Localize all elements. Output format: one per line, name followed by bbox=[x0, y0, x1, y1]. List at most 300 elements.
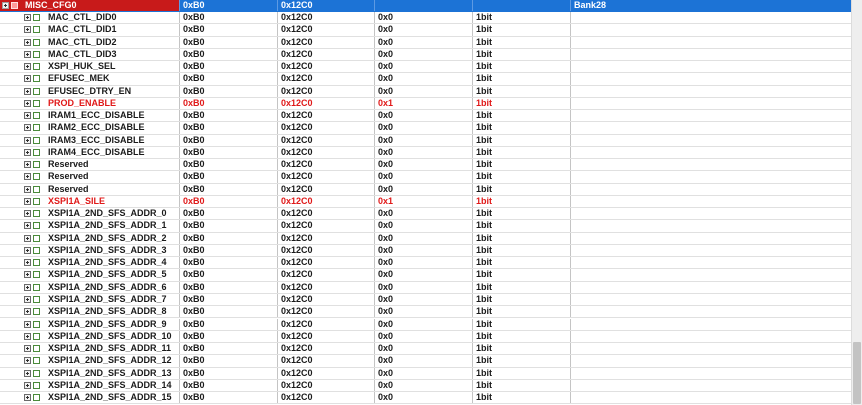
field-row[interactable] bbox=[0, 257, 851, 269]
field-name-cell bbox=[0, 110, 180, 121]
field-width-cell: 1bit bbox=[473, 331, 571, 342]
field-value-cell: 0x0 bbox=[375, 257, 473, 268]
field-row[interactable] bbox=[0, 24, 851, 36]
field-offset-cell: 0xB0 bbox=[180, 171, 278, 182]
field-value-cell: 0x0 bbox=[375, 159, 473, 170]
checkbox-icon[interactable] bbox=[33, 100, 40, 107]
field-offset-cell: 0xB0 bbox=[180, 319, 278, 330]
field-address-cell: 0x12C0 bbox=[278, 122, 375, 133]
field-value-cell: 0x0 bbox=[375, 269, 473, 280]
field-width-cell: 1bit bbox=[473, 208, 571, 219]
expand-icon[interactable] bbox=[24, 149, 31, 156]
field-name: MAC_CTL_DID1 bbox=[48, 24, 117, 35]
field-offset-cell: 0xB0 bbox=[180, 110, 278, 121]
field-value-cell: 0x0 bbox=[375, 233, 473, 244]
field-name: XSPI1A_2ND_SFS_ADDR_4 bbox=[48, 257, 167, 268]
field-address-cell: 0x12C0 bbox=[278, 196, 375, 207]
checkbox-icon[interactable] bbox=[11, 2, 18, 9]
field-bank-cell bbox=[571, 196, 851, 207]
field-row[interactable] bbox=[0, 343, 851, 355]
field-name-cell bbox=[0, 184, 180, 195]
field-width-cell: 1bit bbox=[473, 196, 571, 207]
expand-icon[interactable] bbox=[24, 75, 31, 82]
field-address-cell: 0x12C0 bbox=[278, 331, 375, 342]
field-bank-cell bbox=[571, 37, 851, 48]
field-width-cell: 1bit bbox=[473, 61, 571, 72]
field-bank-cell bbox=[571, 306, 851, 317]
field-row[interactable] bbox=[0, 73, 851, 85]
expand-icon[interactable] bbox=[24, 284, 31, 291]
vertical-scrollbar[interactable] bbox=[851, 0, 862, 405]
expand-icon[interactable] bbox=[24, 124, 31, 131]
field-value-cell: 0x0 bbox=[375, 245, 473, 256]
field-width-cell: 1bit bbox=[473, 171, 571, 182]
field-address-cell: 0x12C0 bbox=[278, 61, 375, 72]
field-width-cell: 1bit bbox=[473, 380, 571, 391]
field-address-cell: 0x12C0 bbox=[278, 282, 375, 293]
field-width-cell: 1bit bbox=[473, 294, 571, 305]
register-address-cell: 0x12C0 bbox=[278, 0, 375, 11]
field-name: XSPI1A_2ND_SFS_ADDR_12 bbox=[48, 355, 172, 366]
field-row[interactable] bbox=[0, 294, 851, 306]
field-row[interactable] bbox=[0, 147, 851, 159]
field-row[interactable] bbox=[0, 368, 851, 380]
field-row[interactable] bbox=[0, 196, 851, 208]
field-address-cell: 0x12C0 bbox=[278, 343, 375, 354]
field-name-cell bbox=[0, 73, 180, 84]
field-row[interactable] bbox=[0, 37, 851, 49]
field-bank-cell bbox=[571, 294, 851, 305]
field-name-cell bbox=[0, 331, 180, 342]
register-value-cell bbox=[375, 0, 473, 11]
field-width-cell: 1bit bbox=[473, 355, 571, 366]
expand-icon[interactable] bbox=[24, 271, 31, 278]
expand-icon[interactable] bbox=[24, 259, 31, 266]
field-value-cell: 0x0 bbox=[375, 147, 473, 158]
field-name-cell bbox=[0, 208, 180, 219]
field-width-cell: 1bit bbox=[473, 135, 571, 146]
field-value-cell: 0x0 bbox=[375, 184, 473, 195]
field-address-cell: 0x12C0 bbox=[278, 110, 375, 121]
field-row[interactable] bbox=[0, 355, 851, 367]
checkbox-icon[interactable] bbox=[33, 124, 40, 131]
field-row[interactable] bbox=[0, 380, 851, 392]
field-width-cell: 1bit bbox=[473, 233, 571, 244]
field-width-cell: 1bit bbox=[473, 49, 571, 60]
field-name-cell bbox=[0, 24, 180, 35]
field-name: XSPI1A_2ND_SFS_ADDR_13 bbox=[48, 367, 172, 378]
field-offset-cell: 0xB0 bbox=[180, 368, 278, 379]
field-offset-cell: 0xB0 bbox=[180, 355, 278, 366]
field-address-cell: 0x12C0 bbox=[278, 184, 375, 195]
field-offset-cell: 0xB0 bbox=[180, 61, 278, 72]
field-bank-cell bbox=[571, 159, 851, 170]
checkbox-icon[interactable] bbox=[33, 63, 40, 70]
field-row[interactable] bbox=[0, 122, 851, 134]
field-width-cell: 1bit bbox=[473, 147, 571, 158]
field-name-cell bbox=[0, 196, 180, 207]
field-address-cell: 0x12C0 bbox=[278, 368, 375, 379]
field-value-cell: 0x0 bbox=[375, 86, 473, 97]
field-width-cell: 1bit bbox=[473, 257, 571, 268]
checkbox-icon[interactable] bbox=[33, 321, 40, 328]
checkbox-icon[interactable] bbox=[33, 186, 40, 193]
field-row[interactable] bbox=[0, 98, 851, 110]
register-width-cell bbox=[473, 0, 571, 11]
expand-icon[interactable] bbox=[24, 112, 31, 119]
checkbox-icon[interactable] bbox=[33, 51, 40, 58]
checkbox-icon[interactable] bbox=[33, 284, 40, 291]
field-bank-cell bbox=[571, 208, 851, 219]
field-bank-cell bbox=[571, 49, 851, 60]
field-offset-cell: 0xB0 bbox=[180, 196, 278, 207]
field-offset-cell: 0xB0 bbox=[180, 331, 278, 342]
field-name: Reserved bbox=[48, 183, 89, 194]
field-row[interactable] bbox=[0, 184, 851, 196]
expand-icon[interactable] bbox=[24, 173, 31, 180]
field-row[interactable] bbox=[0, 392, 851, 404]
field-name-cell bbox=[0, 245, 180, 256]
checkbox-icon[interactable] bbox=[33, 247, 40, 254]
field-offset-cell: 0xB0 bbox=[180, 73, 278, 84]
field-offset-cell: 0xB0 bbox=[180, 24, 278, 35]
field-name: MAC_CTL_DID3 bbox=[48, 48, 117, 59]
field-address-cell: 0x12C0 bbox=[278, 380, 375, 391]
expand-icon[interactable] bbox=[24, 51, 31, 58]
expand-icon[interactable] bbox=[24, 137, 31, 144]
field-offset-cell: 0xB0 bbox=[180, 269, 278, 280]
field-address-cell: 0x12C0 bbox=[278, 37, 375, 48]
field-value-cell: 0x0 bbox=[375, 49, 473, 60]
field-address-cell: 0x12C0 bbox=[278, 86, 375, 97]
expand-icon[interactable] bbox=[24, 222, 31, 229]
field-value-cell: 0x0 bbox=[375, 24, 473, 35]
field-address-cell: 0x12C0 bbox=[278, 73, 375, 84]
field-value-cell: 0x0 bbox=[375, 355, 473, 366]
expand-icon[interactable] bbox=[24, 357, 31, 364]
field-bank-cell bbox=[571, 12, 851, 23]
expand-icon[interactable] bbox=[24, 26, 31, 33]
field-bank-cell bbox=[571, 392, 851, 403]
field-name-cell bbox=[0, 282, 180, 293]
field-row[interactable] bbox=[0, 306, 851, 318]
field-offset-cell: 0xB0 bbox=[180, 135, 278, 146]
expand-icon[interactable] bbox=[24, 63, 31, 70]
field-name-cell bbox=[0, 257, 180, 268]
field-name: Reserved bbox=[48, 159, 89, 170]
checkbox-icon[interactable] bbox=[33, 222, 40, 229]
field-bank-cell bbox=[571, 380, 851, 391]
field-name-cell bbox=[0, 135, 180, 146]
field-bank-cell bbox=[571, 98, 851, 109]
field-name-cell bbox=[0, 220, 180, 231]
field-name: XSPI1A_2ND_SFS_ADDR_5 bbox=[48, 269, 167, 280]
field-name-cell bbox=[0, 392, 180, 403]
field-name: IRAM3_ECC_DISABLE bbox=[48, 134, 145, 145]
collapse-icon[interactable] bbox=[2, 2, 9, 9]
field-name-cell bbox=[0, 269, 180, 280]
field-name: IRAM1_ECC_DISABLE bbox=[48, 110, 145, 121]
expand-icon[interactable] bbox=[24, 247, 31, 254]
field-row[interactable] bbox=[0, 331, 851, 343]
field-bank-cell bbox=[571, 368, 851, 379]
field-row[interactable] bbox=[0, 110, 851, 122]
field-value-cell: 0x0 bbox=[375, 12, 473, 23]
field-name-cell bbox=[0, 49, 180, 60]
field-offset-cell: 0xB0 bbox=[180, 233, 278, 244]
field-value-cell: 0x0 bbox=[375, 37, 473, 48]
field-offset-cell: 0xB0 bbox=[180, 282, 278, 293]
field-name: XSPI1A_2ND_SFS_ADDR_15 bbox=[48, 392, 172, 403]
field-value-cell: 0x0 bbox=[375, 343, 473, 354]
field-name-cell bbox=[0, 306, 180, 317]
expand-icon[interactable] bbox=[24, 161, 31, 168]
checkbox-icon[interactable] bbox=[33, 296, 40, 303]
field-width-cell: 1bit bbox=[473, 122, 571, 133]
expand-icon[interactable] bbox=[24, 198, 31, 205]
field-address-cell: 0x12C0 bbox=[278, 392, 375, 403]
field-offset-cell: 0xB0 bbox=[180, 159, 278, 170]
field-bank-cell bbox=[571, 24, 851, 35]
field-bank-cell bbox=[571, 319, 851, 330]
field-address-cell: 0x12C0 bbox=[278, 306, 375, 317]
field-address-cell: 0x12C0 bbox=[278, 208, 375, 219]
field-offset-cell: 0xB0 bbox=[180, 257, 278, 268]
field-bank-cell bbox=[571, 184, 851, 195]
field-name-cell bbox=[0, 98, 180, 109]
field-value-cell: 0x0 bbox=[375, 331, 473, 342]
field-name-cell bbox=[0, 122, 180, 133]
field-name-cell bbox=[0, 343, 180, 354]
field-name: XSPI1A_2ND_SFS_ADDR_6 bbox=[48, 281, 167, 292]
field-address-cell: 0x12C0 bbox=[278, 220, 375, 231]
expand-icon[interactable] bbox=[24, 186, 31, 193]
field-name-cell bbox=[0, 368, 180, 379]
field-value-cell: 0x0 bbox=[375, 306, 473, 317]
field-offset-cell: 0xB0 bbox=[180, 306, 278, 317]
field-name-cell bbox=[0, 380, 180, 391]
field-value-cell: 0x0 bbox=[375, 171, 473, 182]
field-bank-cell bbox=[571, 343, 851, 354]
field-width-cell: 1bit bbox=[473, 392, 571, 403]
checkbox-icon[interactable] bbox=[33, 198, 40, 205]
expand-icon[interactable] bbox=[24, 210, 31, 217]
expand-icon[interactable] bbox=[24, 382, 31, 389]
field-address-cell: 0x12C0 bbox=[278, 12, 375, 23]
field-address-cell: 0x12C0 bbox=[278, 355, 375, 366]
field-offset-cell: 0xB0 bbox=[180, 86, 278, 97]
field-name: XSPI1A_2ND_SFS_ADDR_14 bbox=[48, 379, 172, 390]
field-value-cell: 0x0 bbox=[375, 73, 473, 84]
field-name-cell bbox=[0, 171, 180, 182]
field-name: MAC_CTL_DID2 bbox=[48, 36, 117, 47]
field-row[interactable] bbox=[0, 245, 851, 257]
field-value-cell: 0x1 bbox=[375, 98, 473, 109]
expand-icon[interactable] bbox=[24, 235, 31, 242]
field-address-cell: 0x12C0 bbox=[278, 171, 375, 182]
checkbox-icon[interactable] bbox=[33, 382, 40, 389]
field-name: XSPI1A_2ND_SFS_ADDR_7 bbox=[48, 293, 167, 304]
field-bank-cell bbox=[571, 86, 851, 97]
checkbox-icon[interactable] bbox=[33, 271, 40, 278]
field-row[interactable] bbox=[0, 49, 851, 61]
field-offset-cell: 0xB0 bbox=[180, 245, 278, 256]
checkbox-icon[interactable] bbox=[33, 210, 40, 217]
field-value-cell: 0x0 bbox=[375, 392, 473, 403]
field-name: XSPI1A_2ND_SFS_ADDR_11 bbox=[48, 343, 172, 354]
field-offset-cell: 0xB0 bbox=[180, 208, 278, 219]
checkbox-icon[interactable] bbox=[33, 394, 40, 401]
field-address-cell: 0x12C0 bbox=[278, 245, 375, 256]
field-row[interactable] bbox=[0, 135, 851, 147]
field-width-cell: 1bit bbox=[473, 98, 571, 109]
register-name-cell bbox=[0, 0, 180, 11]
field-name: XSPI_HUK_SEL bbox=[48, 61, 116, 72]
field-name: XSPI1A_2ND_SFS_ADDR_2 bbox=[48, 232, 167, 243]
checkbox-icon[interactable] bbox=[33, 112, 40, 119]
field-offset-cell: 0xB0 bbox=[180, 343, 278, 354]
field-row[interactable] bbox=[0, 159, 851, 171]
field-row[interactable] bbox=[0, 220, 851, 232]
expand-icon[interactable] bbox=[24, 333, 31, 340]
checkbox-icon[interactable] bbox=[33, 88, 40, 95]
field-width-cell: 1bit bbox=[473, 282, 571, 293]
field-offset-cell: 0xB0 bbox=[180, 380, 278, 391]
field-row[interactable] bbox=[0, 86, 851, 98]
checkbox-icon[interactable] bbox=[33, 173, 40, 180]
field-value-cell: 0x0 bbox=[375, 208, 473, 219]
field-name-cell bbox=[0, 294, 180, 305]
field-value-cell: 0x0 bbox=[375, 61, 473, 72]
field-bank-cell bbox=[571, 135, 851, 146]
field-name-cell bbox=[0, 233, 180, 244]
checkbox-icon[interactable] bbox=[33, 345, 40, 352]
field-name: MAC_CTL_DID0 bbox=[48, 12, 117, 22]
field-value-cell: 0x0 bbox=[375, 110, 473, 121]
checkbox-icon[interactable] bbox=[33, 333, 40, 340]
field-name-cell bbox=[0, 12, 180, 23]
field-value-cell: 0x0 bbox=[375, 122, 473, 133]
checkbox-icon[interactable] bbox=[33, 259, 40, 266]
field-bank-cell bbox=[571, 269, 851, 280]
field-name: XSPI1A_2ND_SFS_ADDR_9 bbox=[48, 318, 167, 329]
field-width-cell: 1bit bbox=[473, 220, 571, 231]
field-name-cell bbox=[0, 86, 180, 97]
field-name-cell bbox=[0, 159, 180, 170]
field-address-cell: 0x12C0 bbox=[278, 49, 375, 60]
field-width-cell: 1bit bbox=[473, 269, 571, 280]
field-bank-cell bbox=[571, 245, 851, 256]
field-row[interactable] bbox=[0, 208, 851, 220]
checkbox-icon[interactable] bbox=[33, 75, 40, 82]
expand-icon[interactable] bbox=[24, 321, 31, 328]
field-address-cell: 0x12C0 bbox=[278, 98, 375, 109]
checkbox-icon[interactable] bbox=[33, 14, 40, 21]
field-name: XSPI1A_2ND_SFS_ADDR_8 bbox=[48, 306, 167, 317]
register-name: MISC_CFG0 bbox=[25, 0, 77, 10]
field-bank-cell bbox=[571, 233, 851, 244]
checkbox-icon[interactable] bbox=[33, 26, 40, 33]
field-name-cell bbox=[0, 355, 180, 366]
field-row[interactable] bbox=[0, 171, 851, 183]
checkbox-icon[interactable] bbox=[33, 370, 40, 377]
expand-icon[interactable] bbox=[24, 345, 31, 352]
field-row[interactable] bbox=[0, 269, 851, 281]
field-name: EFUSEC_MEK bbox=[48, 73, 110, 84]
field-width-cell: 1bit bbox=[473, 86, 571, 97]
checkbox-icon[interactable] bbox=[33, 149, 40, 156]
field-width-cell: 1bit bbox=[473, 12, 571, 23]
field-bank-cell bbox=[571, 257, 851, 268]
expand-icon[interactable] bbox=[24, 39, 31, 46]
field-name: XSPI1A_SILE bbox=[48, 195, 106, 206]
checkbox-icon[interactable] bbox=[33, 235, 40, 242]
checkbox-icon[interactable] bbox=[33, 137, 40, 144]
field-address-cell: 0x12C0 bbox=[278, 257, 375, 268]
field-offset-cell: 0xB0 bbox=[180, 122, 278, 133]
checkbox-icon[interactable] bbox=[33, 161, 40, 168]
checkbox-icon[interactable] bbox=[33, 357, 40, 364]
expand-icon[interactable] bbox=[24, 100, 31, 107]
field-width-cell: 1bit bbox=[473, 184, 571, 195]
field-address-cell: 0x12C0 bbox=[278, 147, 375, 158]
field-row[interactable] bbox=[0, 319, 851, 331]
field-name: XSPI1A_2ND_SFS_ADDR_3 bbox=[48, 244, 167, 255]
expand-icon[interactable] bbox=[24, 88, 31, 95]
field-offset-cell: 0xB0 bbox=[180, 98, 278, 109]
field-row[interactable] bbox=[0, 61, 851, 73]
field-address-cell: 0x12C0 bbox=[278, 135, 375, 146]
field-offset-cell: 0xB0 bbox=[180, 147, 278, 158]
field-width-cell: 1bit bbox=[473, 159, 571, 170]
field-width-cell: 1bit bbox=[473, 343, 571, 354]
field-bank-cell bbox=[571, 355, 851, 366]
field-offset-cell: 0xB0 bbox=[180, 392, 278, 403]
field-value-cell: 0x0 bbox=[375, 319, 473, 330]
field-width-cell: 1bit bbox=[473, 368, 571, 379]
field-row[interactable] bbox=[0, 282, 851, 294]
expand-icon[interactable] bbox=[24, 308, 31, 315]
checkbox-icon[interactable] bbox=[33, 308, 40, 315]
field-offset-cell: 0xB0 bbox=[180, 12, 278, 23]
field-width-cell: 1bit bbox=[473, 306, 571, 317]
field-name: IRAM2_ECC_DISABLE bbox=[48, 122, 145, 133]
expand-icon[interactable] bbox=[24, 296, 31, 303]
scrollbar-thumb[interactable] bbox=[853, 342, 861, 404]
checkbox-icon[interactable] bbox=[33, 39, 40, 46]
field-bank-cell bbox=[571, 73, 851, 84]
field-row[interactable] bbox=[0, 12, 851, 24]
field-name-cell bbox=[0, 61, 180, 72]
field-address-cell: 0x12C0 bbox=[278, 159, 375, 170]
field-name: EFUSEC_DTRY_EN bbox=[48, 85, 132, 96]
register-header-row[interactable] bbox=[0, 0, 851, 12]
field-width-cell: 1bit bbox=[473, 110, 571, 121]
field-row[interactable] bbox=[0, 233, 851, 245]
expand-icon[interactable] bbox=[24, 394, 31, 401]
register-offset-cell: 0xB0 bbox=[180, 0, 278, 11]
field-bank-cell bbox=[571, 147, 851, 158]
field-value-cell: 0x0 bbox=[375, 294, 473, 305]
register-bank-cell: Bank28 bbox=[574, 0, 607, 10]
field-width-cell: 1bit bbox=[473, 37, 571, 48]
field-offset-cell: 0xB0 bbox=[180, 37, 278, 48]
expand-icon[interactable] bbox=[24, 14, 31, 21]
field-bank-cell bbox=[571, 171, 851, 182]
field-value-cell: 0x0 bbox=[375, 380, 473, 391]
field-bank-cell bbox=[571, 220, 851, 231]
expand-icon[interactable] bbox=[24, 370, 31, 377]
